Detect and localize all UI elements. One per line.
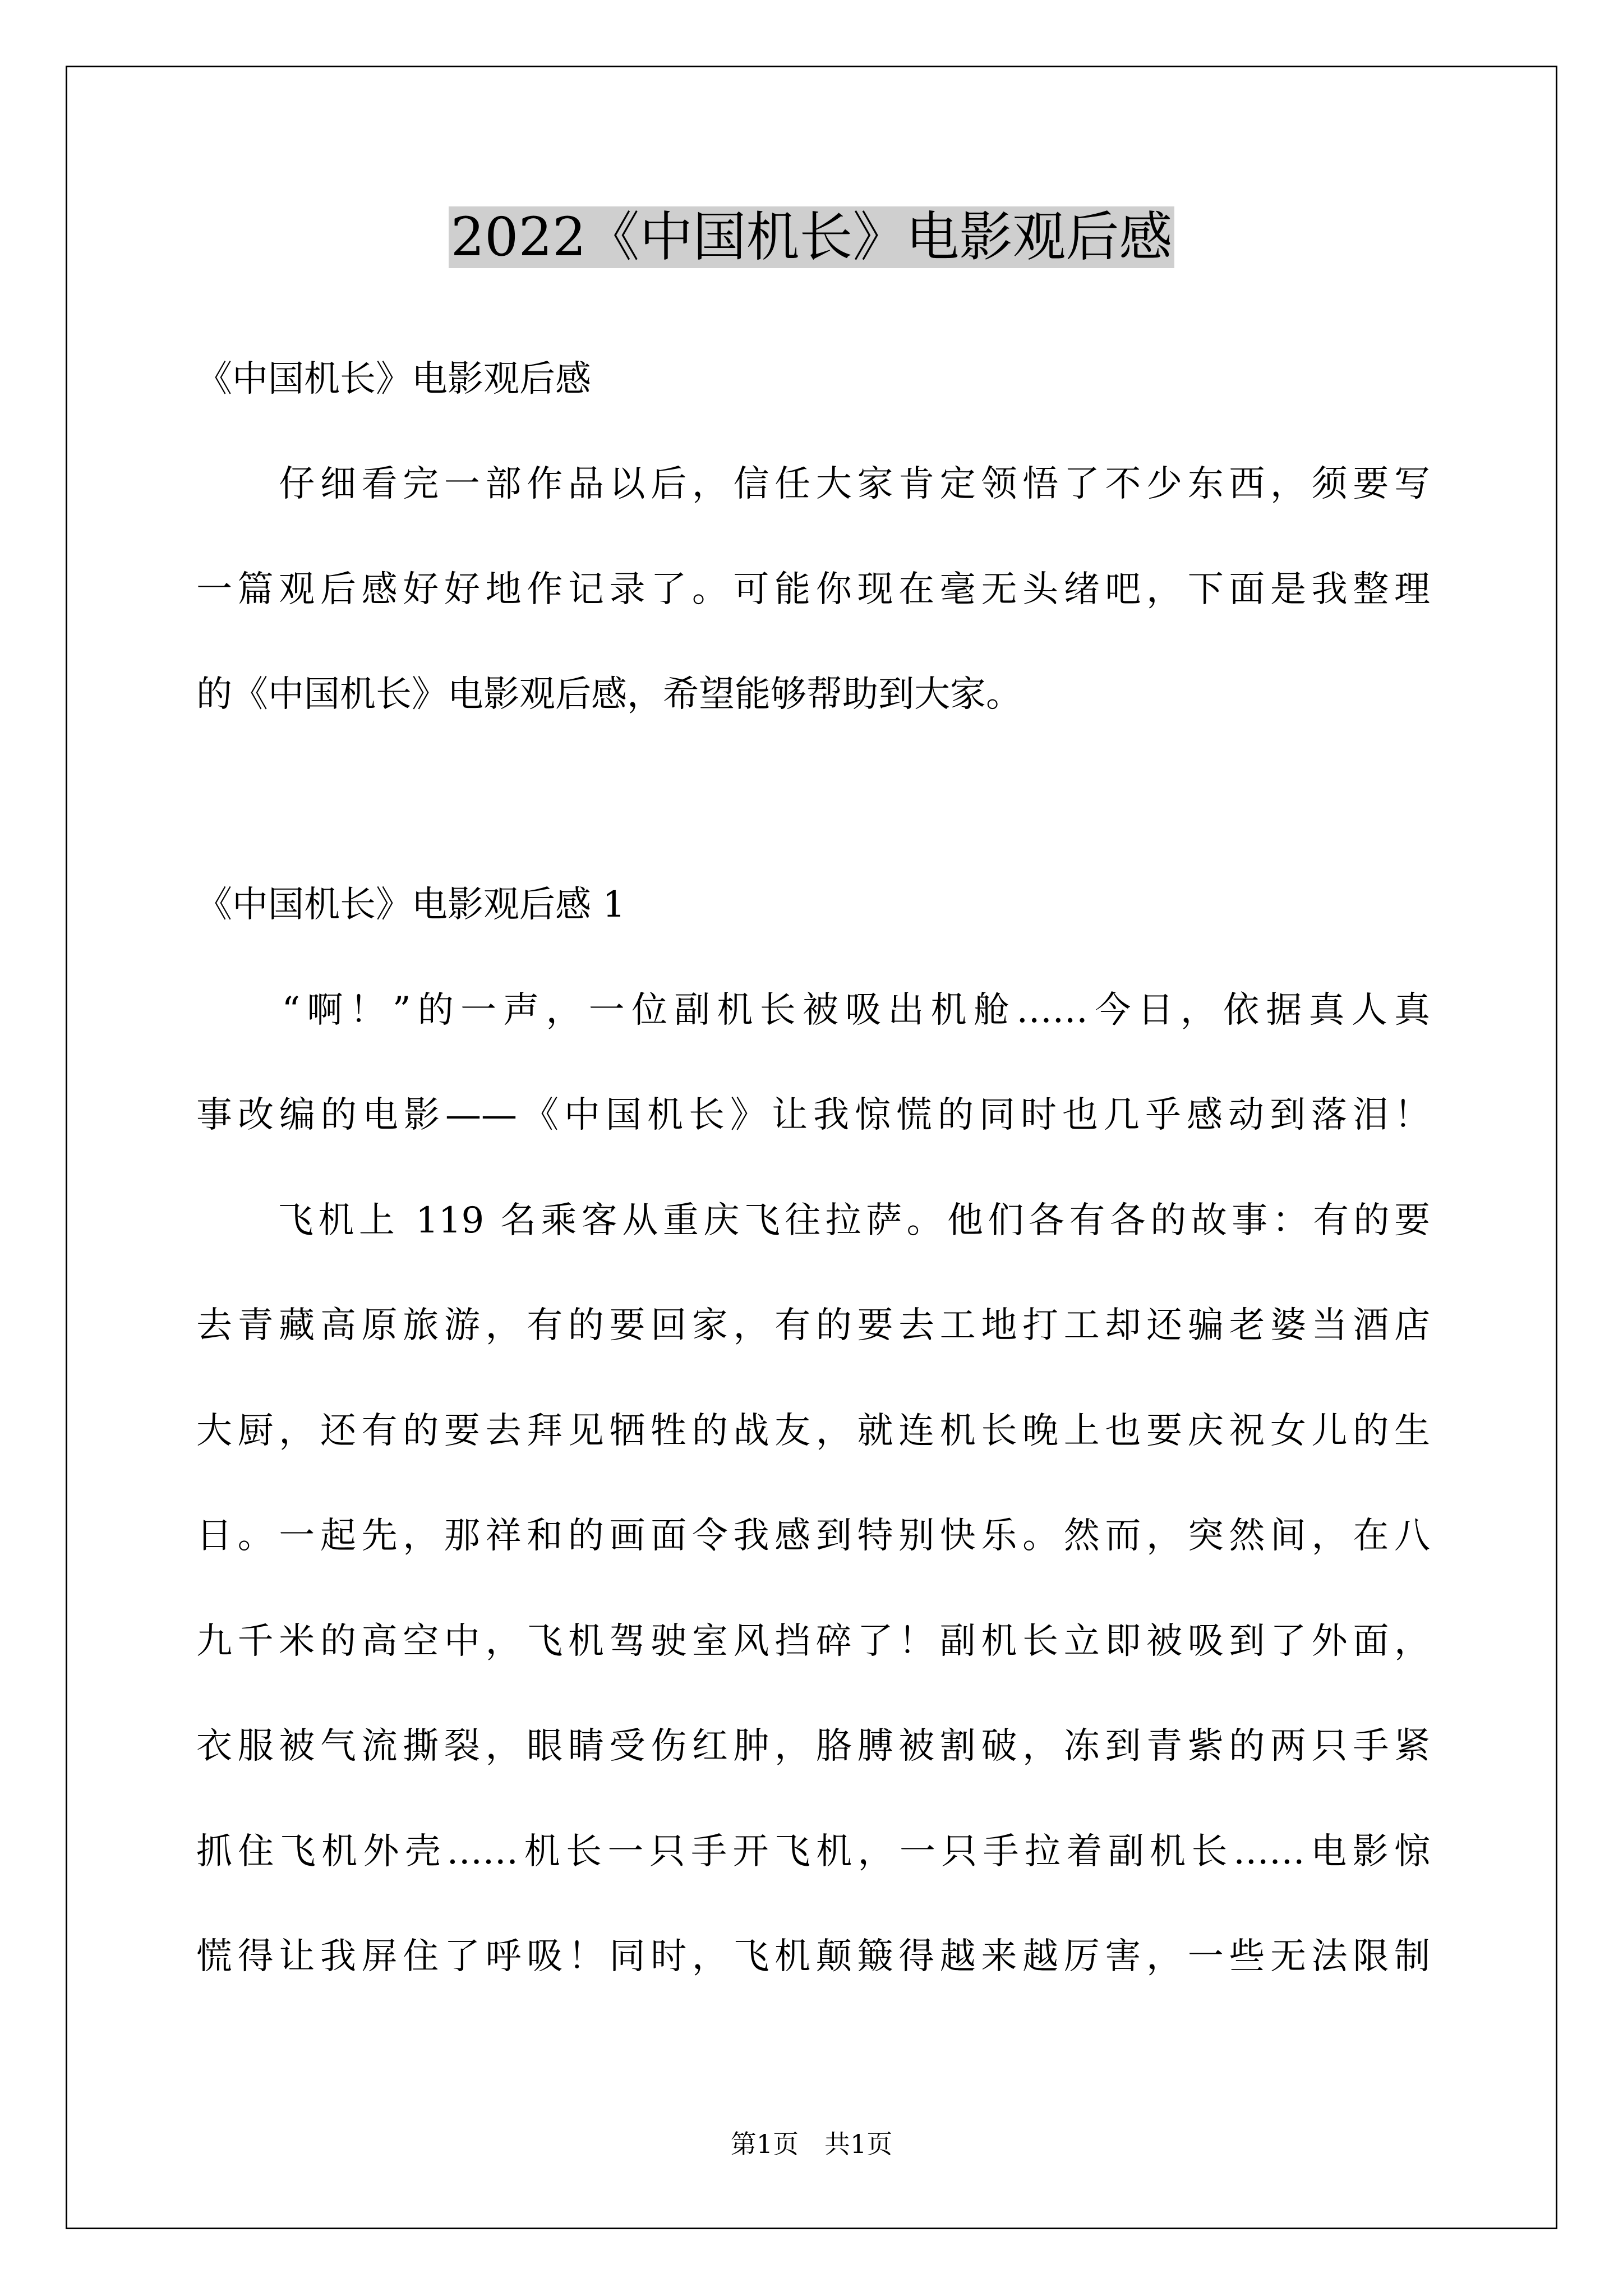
paragraph-line: 抓住飞机外壳……机长一只手开飞机，一只手拉着副机长……电影惊 [196,1831,1430,1872]
paragraph-line: 飞机上 119 名乘客从重庆飞往拉萨。他们各有各的故事：有的要 [196,1200,1430,1241]
document-title-text: 2022《中国机长》电影观后感 [449,206,1175,268]
paragraph-line: 九千米的高空中，飞机驾驶室风挡碎了！副机长立即被吸到了外面， [196,1621,1430,1662]
document-title [0,198,1623,277]
paragraph-line: 日。一起先，那祥和的画面令我感到特别快乐。然而，突然间，在八 [196,1515,1430,1557]
section-heading: 《中国机长》电影观后感 [196,358,591,400]
section-heading: 《中国机长》电影观后感 1 [196,884,626,926]
paragraph-line: 事改编的电影——《中国机长》让我惊慌的同时也几乎感动到落泪！ [196,1094,1430,1136]
paragraph-line: 去青藏高原旅游，有的要回家，有的要去工地打工却还骗老婆当酒店 [196,1305,1430,1346]
paragraph-line: 仔细看完一部作品以后，信任大家肯定领悟了不少东西，须要写 [196,463,1430,505]
paragraph-line: 衣服被气流撕裂，眼睛受伤红肿，胳膊被割破，冻到青紫的两只手紧 [196,1726,1430,1767]
paragraph-line: 一篇观后感好好地作记录了。可能你现在毫无头绪吧，下面是我整理 [196,569,1430,610]
paragraph-line: 慌得让我屏住了呼吸！同时，飞机颠簸得越来越厉害，一些无法限制 [196,1936,1430,1977]
page-number-footer: 第1页 共1页 [730,2129,893,2159]
paragraph-line: 大厨，还有的要去拜见牺牲的战友，就连机长晚上也要庆祝女儿的生 [196,1410,1430,1452]
paragraph-line: “啊！”的一声，一位副机长被吸出机舱……今日，依据真人真 [196,990,1430,1031]
paragraph-line: 的《中国机长》电影观后感，希望能够帮助到大家。 [196,674,1022,715]
